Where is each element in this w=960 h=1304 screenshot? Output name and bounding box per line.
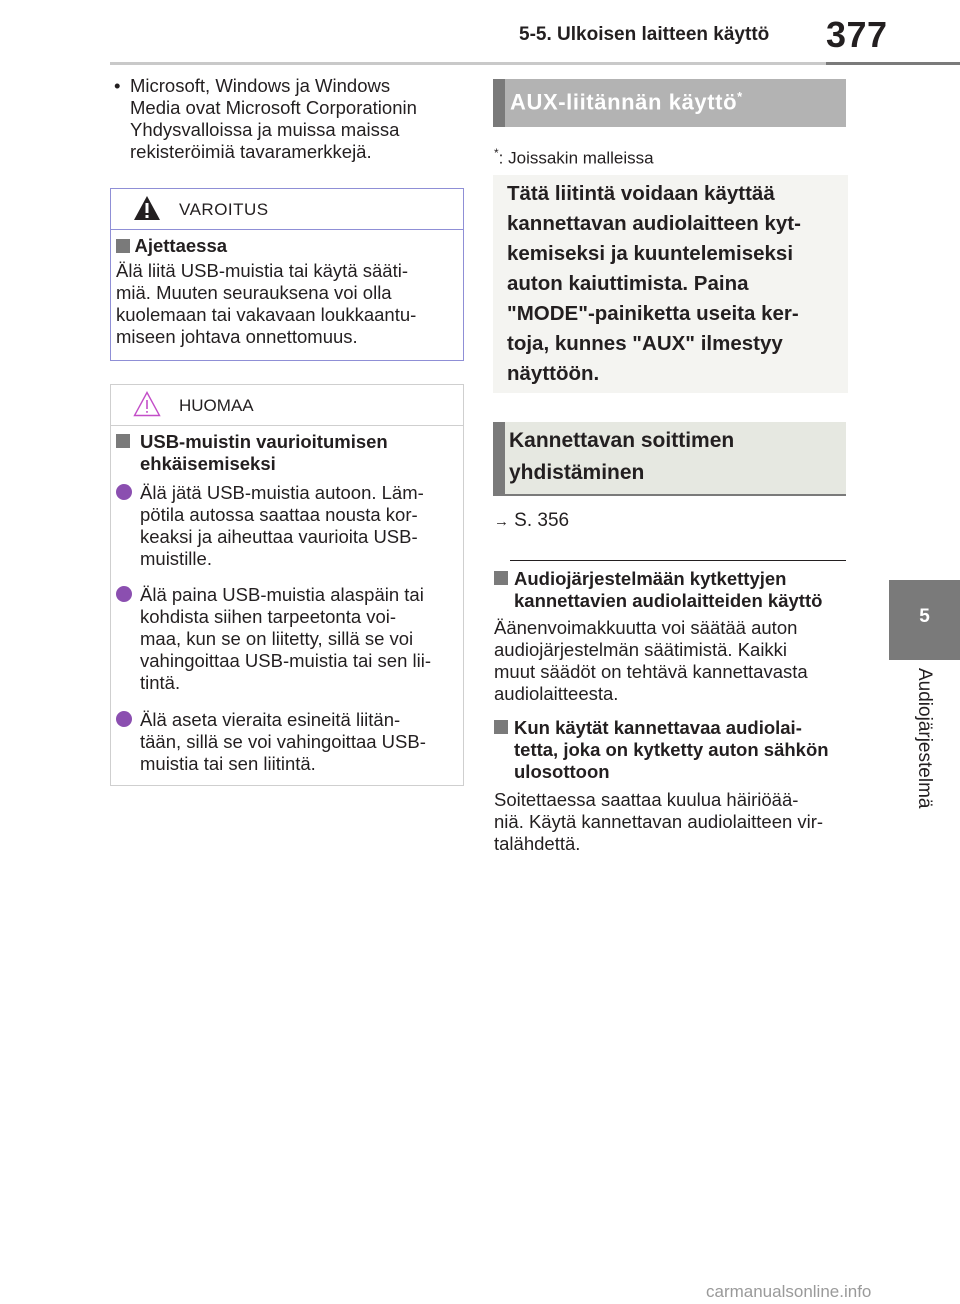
aux-section-header — [493, 79, 846, 127]
square-bullet-icon — [494, 571, 508, 585]
text-line: rekisteröimiä tavaramerkkejä. — [130, 141, 372, 162]
text-line: pötila autossa saattaa nousta kor- — [140, 504, 418, 525]
text-line: kemiseksi ja kuuntelemiseksi — [507, 242, 794, 265]
text-line: kannettavien audiolaitteiden käyttö — [514, 590, 823, 611]
footnote-text: : Joissakin malleissa — [498, 148, 654, 168]
text-line: ehkäisemiseksi — [140, 453, 276, 474]
watermark: carmanualsonline.info — [706, 1282, 872, 1301]
connect-section-title — [509, 425, 734, 489]
header-rule-accent — [826, 62, 960, 65]
text-line: Kannettavan soittimen — [509, 429, 735, 452]
text-line: Älä liitä USB-muistia tai käytä sääti- — [116, 260, 408, 281]
notice-item-text — [140, 584, 431, 694]
text-line: Soitettaessa saattaa kuulua häiriöää- — [494, 789, 799, 810]
text-line: kohdista siihen tarpeetonta voi- — [140, 606, 397, 627]
text-line: Kun käytät kannettavaa audiolai- — [514, 717, 802, 738]
text-line: muistia tai sen liitintä. — [140, 753, 316, 774]
chapter-number: 5 — [919, 606, 930, 627]
text-line: miseen johtava onnettomuus. — [116, 326, 358, 347]
text-line: maa, kun se on liitetty, sillä se voi — [140, 628, 414, 649]
intro-box — [493, 175, 848, 393]
text-line: "MODE"-painiketta useita ker- — [507, 302, 799, 325]
text-line: näyttöön. — [507, 362, 600, 385]
text-line: vahingoittaa USB-muistia tai sen lii- — [140, 650, 431, 671]
footnote-mark: * — [494, 146, 499, 160]
text-line: Audiojärjestelmään kytkettyjen — [514, 568, 787, 589]
text-line: USB-muistin vaurioitumisen — [140, 431, 388, 452]
text-line: audiolaitteesta. — [494, 683, 619, 704]
text-line: niä. Käytä kannettavan audiolaitteen vir- — [494, 811, 824, 832]
text-line: yhdistäminen — [509, 461, 645, 484]
note-body — [494, 789, 849, 855]
chapter-label-wrap — [889, 668, 960, 838]
text-line: kannettavan audiolaitteen kyt- — [507, 212, 801, 235]
text-line: auton kaiuttimista. Paina — [507, 272, 749, 295]
text-line: Microsoft, Windows ja Windows — [130, 75, 391, 96]
caution-triangle-icon — [133, 391, 161, 417]
section-rule — [510, 560, 846, 561]
warning-box-header — [111, 189, 463, 230]
bullet-marker: • — [114, 75, 121, 96]
square-bullet-icon — [116, 434, 130, 448]
circle-bullet-icon — [116, 711, 132, 727]
text-line: tetta, joka on kytketty auton sähkön — [514, 739, 829, 760]
text-line: talähdettä. — [494, 833, 581, 854]
text-line: Tätä liitintä voidaan käyttää — [507, 182, 775, 205]
circle-bullet-icon — [116, 586, 132, 602]
page-reference-link[interactable] — [494, 509, 569, 533]
warning-box — [110, 188, 464, 361]
notice-heading-text — [140, 431, 388, 475]
warning-heading — [116, 235, 227, 257]
text-line: Älä jätä USB-muistia autoon. Läm- — [140, 482, 424, 503]
text-line: keaksi ja aiheuttaa vaurioita USB- — [140, 526, 418, 547]
page-number: 377 — [826, 14, 888, 55]
text-line: kuolemaan tai vakavaan loukkaantu- — [116, 304, 417, 325]
notice-title: HUOMAA — [179, 396, 254, 415]
text-line: Media ovat Microsoft Corporationin — [130, 97, 417, 118]
text-line: tintä. — [140, 672, 181, 693]
warning-title: VAROITUS — [179, 200, 269, 219]
text-line: toja, kunnes "AUX" ilmestyy — [507, 332, 783, 355]
text-line: miä. Muuten seurauksena voi olla — [116, 282, 392, 303]
note-heading — [514, 568, 822, 612]
square-bullet-icon — [116, 239, 130, 253]
note-heading — [514, 717, 829, 783]
notice-item-text — [140, 482, 424, 570]
text-line: Älä paina USB-muistia alaspäin tai — [140, 584, 424, 605]
connect-section-header — [493, 422, 846, 496]
circle-bullet-icon — [116, 484, 132, 500]
square-bullet-icon — [494, 720, 508, 734]
aux-section-title — [510, 89, 743, 115]
notice-item-text — [140, 709, 426, 775]
warning-body — [116, 260, 456, 348]
footnote — [494, 142, 654, 170]
warning-triangle-icon — [133, 195, 161, 221]
trademark-text — [130, 75, 470, 163]
chapter-label: Audiojärjestelmä — [914, 668, 935, 809]
text-line: Äänenvoimakkuutta voi säätää auton — [494, 617, 798, 638]
arrow-right-icon: → — [494, 513, 509, 530]
text-line: audiojärjestelmän säätimistä. Kaikki — [494, 639, 788, 660]
text-line: muistille. — [140, 548, 212, 569]
text-line: muut säädöt on tehtävä kannettavasta — [494, 661, 808, 682]
text-line: ulosottoon — [514, 761, 610, 782]
text-line: tään, sillä se voi vahingoittaa USB- — [140, 731, 426, 752]
intro-text — [507, 179, 842, 389]
page-reference-text: S. 356 — [514, 510, 570, 531]
aux-title-text: AUX-liitännän käyttö — [510, 89, 738, 115]
section-title: 5-5. Ulkoisen laitteen käyttö — [519, 24, 770, 45]
notice-box — [110, 384, 464, 786]
notice-box-header — [111, 385, 463, 426]
text-line: Älä aseta vieraita esineitä liitän- — [140, 709, 401, 730]
note-body — [494, 617, 849, 705]
warning-heading-text: Ajettaessa — [134, 235, 228, 256]
text-line: Yhdysvalloissa ja muissa maissa — [130, 119, 400, 140]
aux-title-mark: * — [737, 89, 743, 104]
